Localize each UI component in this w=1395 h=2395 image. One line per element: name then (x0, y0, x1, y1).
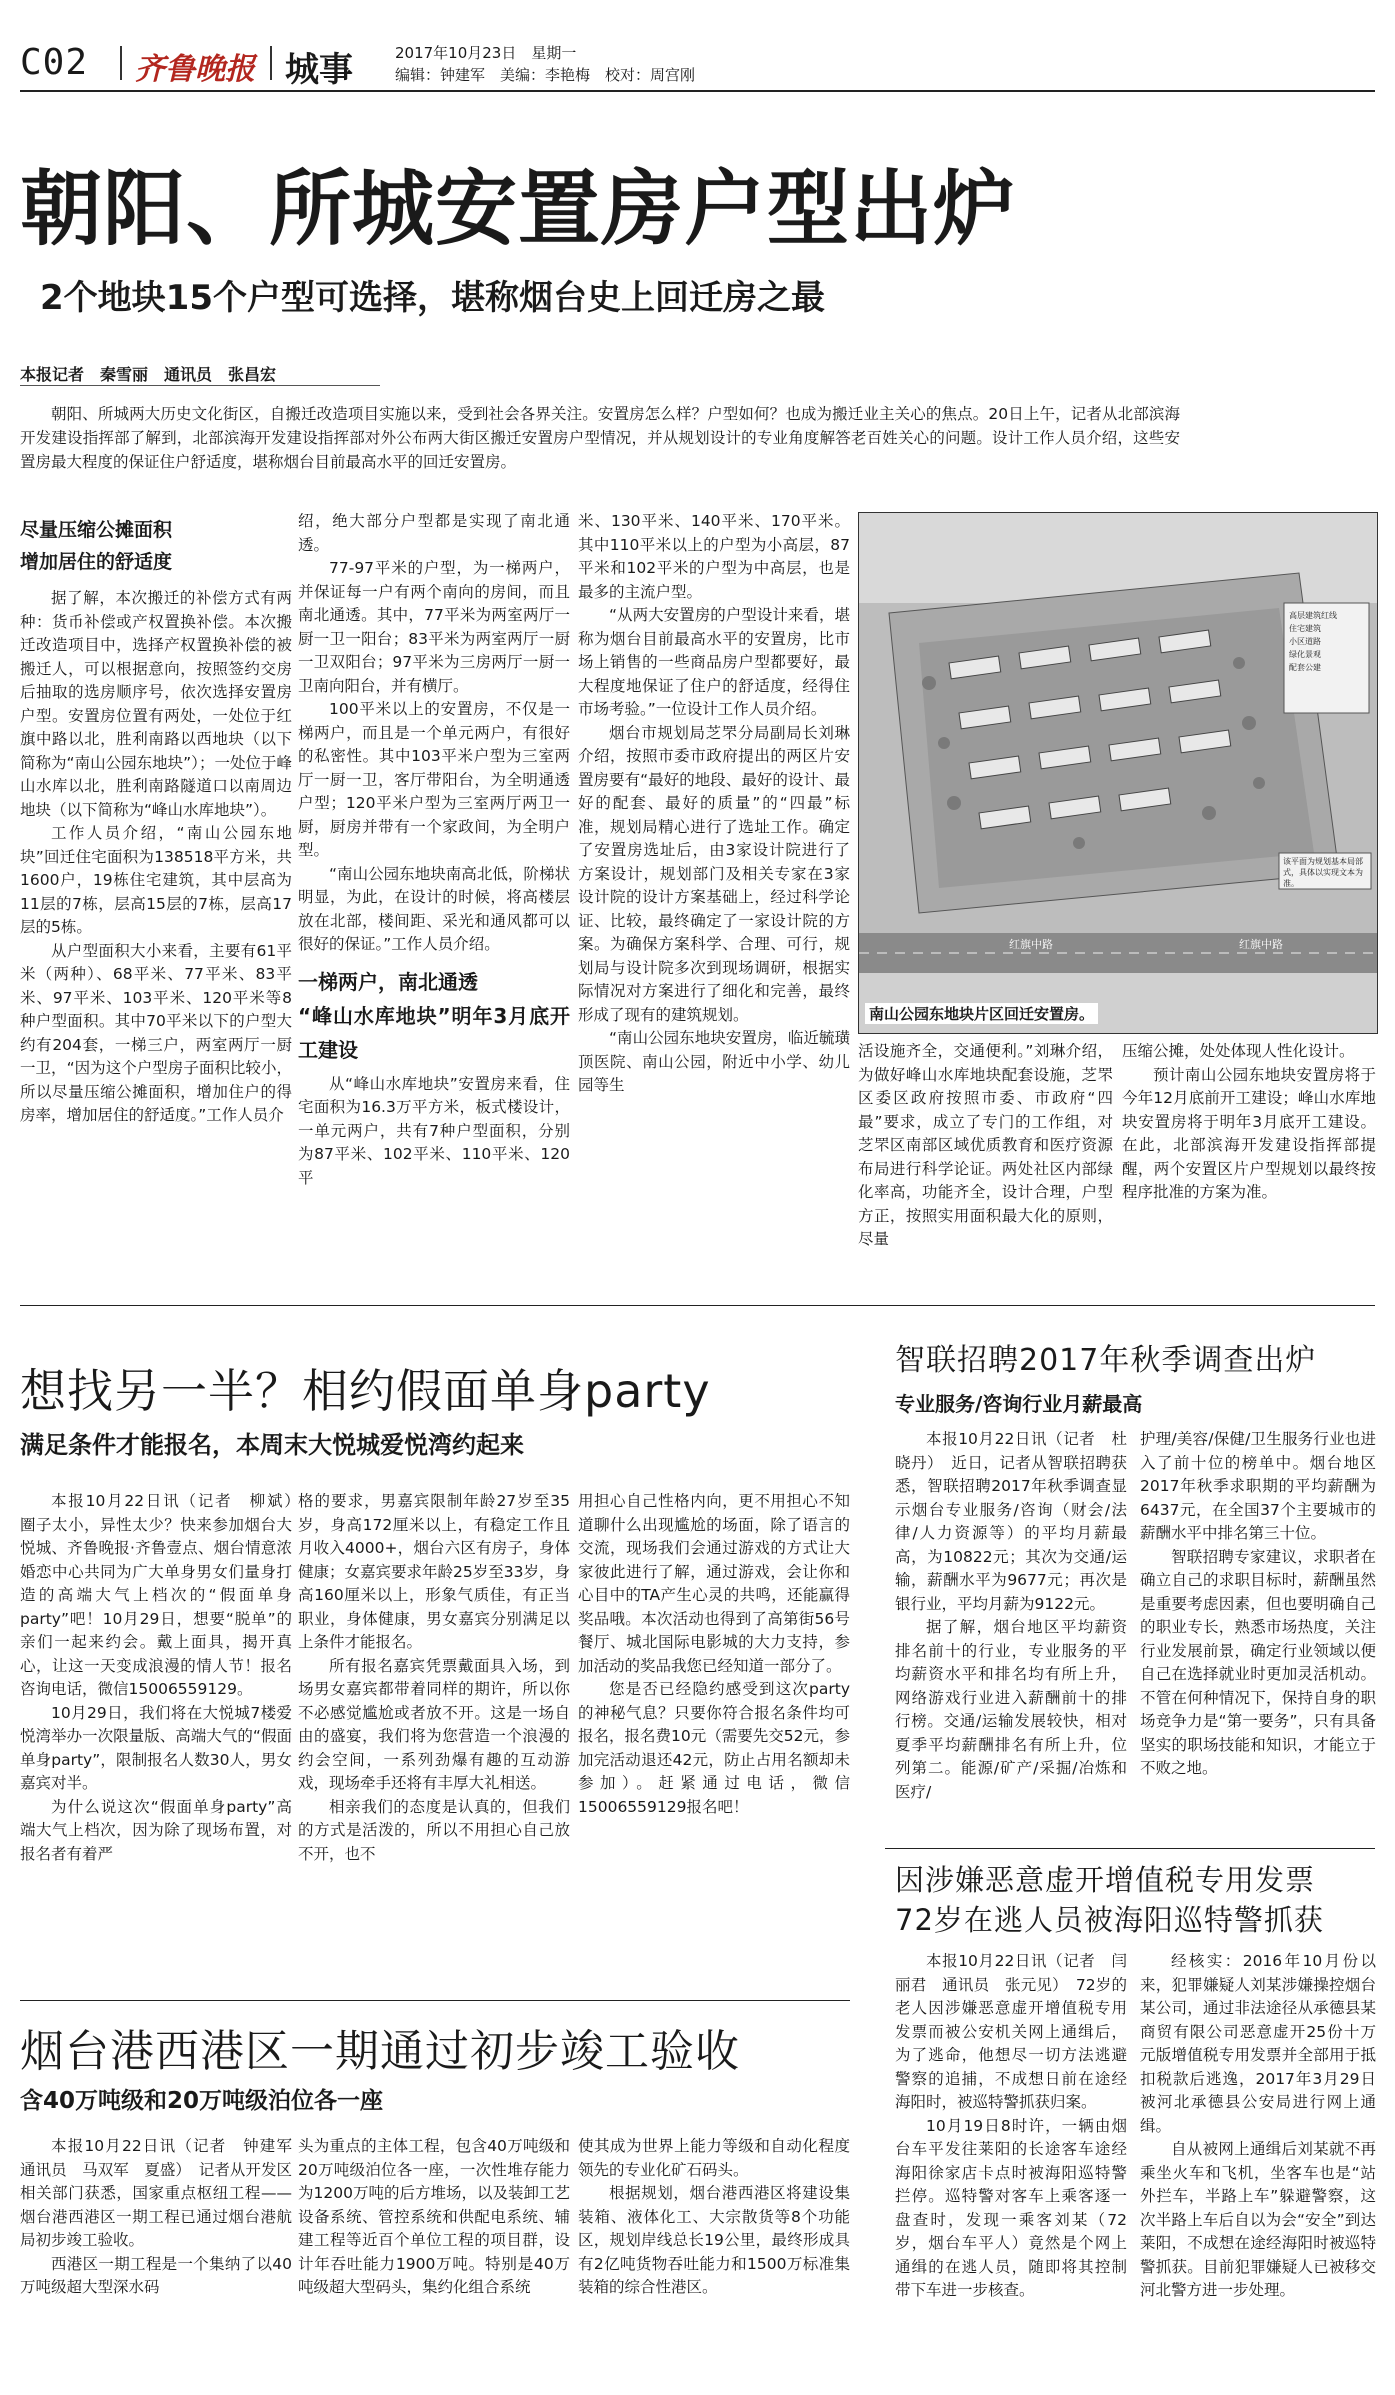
map-road-label-1: 红旗中路 (1009, 938, 1053, 951)
paragraph: “南山公园东地块南高北低，阶梯状明显，为此，在设计的时候，将高楼层放在北部，楼间距、采光和通风都可以很好的保证。”工作人员介绍。 (298, 864, 570, 953)
paragraph: 自从被网上通缉后刘某就不再乘坐火车和飞机，坐客车也是“站外拦车，半路上车”躲避警察，这次半路上车后自以为会“安全”到达莱阳，不成想在途经海阳时被巡特警抓获。目前犯罪嫌疑人已被移交河北警方进一步处理。 (1140, 2140, 1376, 2299)
story1-col1 (20, 515, 292, 1295)
paragraph: 格的要求，男嘉宾限制年龄27岁至35岁，身高172厘米以上，有稳定工作且月收入4000+，烟台六区有房子，身体健康；女嘉宾要求年龄25岁至33岁，身高160厘米以上，形象气质佳，有正当职业，身体健康，男女嘉宾分别满足以上条件才能报名。 (298, 1492, 570, 1651)
header-divider (120, 46, 122, 80)
paragraph: 100平米以上的安置房，不仅是一梯两户，而且是一个单元两户，有很好的私密性。其中103平米户型为三室两厅一厨一卫，客厅带阳台，为全明通透户型；120平米户型为三室两厅两卫一厨，厨房并带有一个家政间，为全明户型。 (298, 700, 570, 859)
story1-subhead: 2个地块15个户型可选择，堪称烟台史上回迁房之最 (40, 278, 825, 318)
paragraph: 预计南山公园东地块安置房将于今年12月底前开工建设；峰山水库地块安置房将于明年3月底开工建设。在此，北部滨海开发建设指挥部提醒，两个安置区片户型规划以最终按程序批准的方案为准。 (1122, 1065, 1376, 1201)
paragraph: 根据规划，烟台港西港区将建设集装箱、液体化工、大宗散货等8个功能区，规划岸线总长19公里，最终形成具有2亿吨货物吞吐能力和1500万标准集装箱的综合性港区。 (578, 2184, 850, 2296)
byline-underline (20, 385, 380, 386)
story5-headline: 烟台港西港区一期通过初步竣工验收 (20, 2026, 740, 2077)
story3-col1 (895, 1428, 1127, 1838)
story1-col4 (858, 1040, 1113, 1290)
page-header (20, 40, 1375, 88)
paragraph: 本报10月22日讯（记者 杜晓丹） 近日，记者从智联招聘获悉，智联招聘2017年秋季调查显示烟台专业服务/咨询（财会/法律/人力资源等）的平均月薪最高，为10822元；其次为交通/运输，薪酬水平为9677元；再次是银行业，平均月薪为9122元。 (895, 1430, 1127, 1613)
paragraph: 护理/美容/保健/卫生服务行业也进入了前十位的榜单中。烟台地区2017年秋季求职期的平均薪酬为6437元，在全国37个主要城市的薪酬水平中排名第三十位。 (1140, 1430, 1376, 1542)
section-rule-3 (885, 1848, 1375, 1849)
story2-subhead: 满足条件才能报名，本周末大悦城爱悦湾约起来 (20, 1431, 524, 1459)
paragraph: 相亲我们的态度是认真的，但我们的方式是活泼的，所以不用担心自己放不开，也不 (298, 1797, 570, 1863)
photo-caption: 南山公园东地块片区回迁安置房。 (865, 1003, 1098, 1024)
date-line: 2017年10月23日 星期一 (395, 44, 577, 62)
story5-col2 (298, 2135, 570, 2390)
paragraph: 本报10月22日讯（记者 钟建军 通讯员 马双军 夏盛） 记者从开发区相关部门获悉，国家重点枢纽工程——烟台港西港区一期工程已通过烟台港航局初步竣工验收。 (20, 2137, 292, 2249)
header-divider-2 (270, 46, 272, 80)
paragraph: 为什么说这次“假面单身party”高端大气上档次，因为除了现场布置，对报名者有着严 (20, 1797, 292, 1863)
section-name: 城事 (285, 50, 353, 90)
story2-col2 (298, 1490, 570, 1990)
story2-col1 (20, 1490, 292, 1990)
section-rule-2 (20, 2000, 850, 2001)
paragraph: 活设施齐全，交通便利。”刘琳介绍，为做好峰山水库地块配套设施，芝罘区委区政府按照市委、市政府“四最”要求，成立了专门的工作组，对芝罘区南部区域优质教育和医疗资源布局进行科学论证。两处社区内部绿化率高，功能齐全，设计合理，户型方正，按照实用面积最大化的原则，尽量 (858, 1042, 1113, 1248)
page-number: C02 (20, 42, 89, 83)
story2-col3 (578, 1490, 850, 1990)
story1-headline: 朝阳、所城安置房户型出炉 (20, 162, 1017, 257)
site-plan-drawing (859, 513, 1377, 1033)
paragraph: “南山公园东地块安置房，临近毓璜顶医院、南山公园，附近中小学、幼儿园等生 (578, 1029, 850, 1094)
paragraph: “从两大安置房的户型设计来看，堪称为烟台目前最高水平的安置房，比市场上销售的一些商品房户型都要好，最大程度地保证了住户的舒适度，经得住市场考验。”一位设计工作人员介绍。 (578, 606, 850, 718)
story4-col1 (895, 1950, 1127, 2390)
paragraph: 西港区一期工程是一个集纳了以40万吨级超大型深水码 (20, 2254, 292, 2296)
paragraph: 本报10月22日讯（记者 柳斌） 圈子太小，异性太少？快来参加烟台大悦城、齐鲁晚报·齐鲁壹点、烟台情意浓婚恋中心共同为广大单身男女们量身打造的高端大气上档次的“假面单身party”吧！10月29日，想要“脱单”的亲们一起来约会。戴上面具，揭开真心，让这一天变成浪漫的情人节！报名咨询电话，微信15006559129。 (20, 1492, 292, 1698)
story1-sub2: 一梯两户，南北通透 “峰山水库地块”明年3月底开工建设 (298, 969, 570, 1062)
story1-col3 (578, 510, 850, 1290)
paragraph: 米、130平米、140平米、170平米。其中110平米以上的户型为小高层，87平米和102平米的户型为中高层，也是最多的主流户型。 (578, 512, 850, 601)
story4-headline-1: 因涉嫌恶意虚开增值税专用发票 (895, 1863, 1316, 1897)
story5-subhead: 含40万吨级和20万吨级泊位各一座 (20, 2088, 384, 2114)
story1-col2 (298, 510, 570, 1290)
paragraph: 据了解，本次搬迁的补偿方式有两种：货币补偿或产权置换补偿。本次搬迁改造项目中，选择产权置换补偿的被搬迁人，可以根据意向，按照签约交房后抽取的选房顺序号，依次选择安置房户型。安置房位置有两处，一处位于红旗中路以北，胜利南路以西地块（以下简称为“南山公园东地块”）；一处位于峰山水库以北，胜利南路隧道口以南周边地块（以下简称为“峰山水库地块”）。 (20, 589, 292, 819)
map-road-label-2: 红旗中路 (1239, 938, 1283, 951)
paragraph: 从“峰山水库地块”安置房来看，住宅面积为16.3万平方米，板式楼设计，一单元两户，共有7种户型面积，分别为87平米、102平米、110平米、120平 (298, 1074, 570, 1187)
header-rule (20, 90, 1375, 92)
editors-line: 编辑：钟建军 美编：李艳梅 校对：周宫刚 (395, 66, 696, 84)
paragraph: 10月19日8时许，一辆由烟台车平发往莱阳的长途客车途经海阳徐家店卡点时被海阳巡特警拦停。巡特警对客车上乘客逐一盘查时，发现一乘客刘某（72岁，烟台车平人）竟然是个网上通缉的在逃人员，随即将其控制带下车进一步核查。 (895, 2116, 1127, 2299)
paragraph: 本报10月22日讯（记者 闫丽君 通讯员 张元见） 72岁的老人因涉嫌恶意虚开增值税专用发票而被公安机关网上通缉后，为了逃命，他想尽一切方法逃避警察的追捕，不成想日前在途经海阳时，被巡特警抓获归案。 (895, 1952, 1127, 2111)
paragraph: 烟台市规划局芝罘分局副局长刘琳介绍，按照市委市政府提出的两区片安置房要有“最好的地段、最好的设计、最好的配套、最好的质量”的“四最”标准，规划局精心进行了选址工作。确定了安置房选址后，由3家设计院进行了方案设计，规划部门及相关专家在3家设计院的设计方案基础上，经过科学论证、比较，最终确定了一家设计院的方案。为确保方案科学、合理、可行，规划局与设计院多次到现场调研，根据实际情况对方案进行了细化和完善，最终形成了现有的建筑规划。 (578, 723, 850, 1024)
paragraph: 所有报名嘉宾凭票戴面具入场，到场男女嘉宾都带着同样的期许，所以你不必感觉尴尬或者放不开。这是一场自由的盛宴，我们将为您营造一个浪漫的约会空间，一系列劲爆有趣的互动游戏，现场牵手还将有丰厚大礼相送。 (298, 1656, 570, 1792)
story3-headline: 智联招聘2017年秋季调查出炉 (895, 1343, 1317, 1378)
paper-logo: 齐鲁晚报 (135, 52, 255, 87)
story1-sub1b: 增加居住的舒适度 (20, 551, 173, 573)
story2-headline: 想找另一半？相约假面单身party (20, 1364, 711, 1418)
map-legend: 高层建筑红线 住宅建筑 小区道路 绿化景观 配套公建 (1289, 611, 1337, 672)
map-note: 该平面为规划基本局部式，具体以实现文本为准。 (1283, 857, 1363, 888)
paragraph: 压缩公摊，处处体现人性化设计。 (1122, 1042, 1355, 1060)
section-rule-1 (20, 1305, 1375, 1306)
paragraph: 用担心自己性格内向，更不用担心不知道聊什么出现尴尬的场面，除了语言的交流，现场我们会通过游戏的方式让大家彼此进行了解，通过游戏，会让你和心目中的TA产生心灵的共鸣，还能赢得奖品哦。本次活动也得到了高第街56号餐厅、城北国际电影城的大力支持，参加活动的奖品我您已经知道一部分了。 (578, 1492, 850, 1675)
paragraph: 使其成为世界上能力等级和自动化程度领先的专业化矿石码头。 (578, 2137, 850, 2179)
story1-lead-text: 朝阳、所城两大历史文化街区，自搬迁改造项目实施以来，受到社会各界关注。安置房怎么样？户型如何？也成为搬迁业主关心的焦点。20日上午，记者从北部滨海开发建设指挥部了解到，北部滨海开发建设指挥部对外公布两大街区搬迁安置房户型情况，并从规划设计的专业角度解答老百姓关心的问题。设计工作人员介绍，这些安置房最大程度的保证住户舒适度，堪称烟台目前最高水平的回迁安置房。 (20, 405, 1180, 471)
story3-col2 (1140, 1428, 1376, 1838)
paragraph: 绍，绝大部分户型都是实现了南北通透。 (298, 512, 570, 554)
paragraph: 智联招聘专家建议，求职者在确立自己的求职目标时，薪酬虽然是重要考虑因素，但也要明确自己的职业专长，熟悉市场热度，关注行业发展前景，确定行业领域以便自己在选择就业时更加灵活机动。不管在何种情况下，保持自身的职场竞争力是“第一要务”，只有具备坚实的职场技能和知识，才能立于不败之地。 (1140, 1547, 1376, 1777)
paragraph: 头为重点的主体工程，包含40万吨级和20万吨级泊位各一座，一次性堆存能力为1200万吨的后方堆场，以及装卸工艺设备系统、管控系统和供配电系统、辅建工程等近百个单位工程的项目群，设计年吞吐能力1900万吨。特别是40万吨级超大型码头，集约化组合系统 (298, 2137, 570, 2296)
story1-col5 (1122, 1040, 1376, 1290)
paragraph: 工作人员介绍，“南山公园东地块”回迁住宅面积为138518平方米，共1600户，19栋住宅建筑，其中层高为11层的7栋，层高15层的7栋，层高17层的5栋。 (20, 824, 292, 936)
story5-col1 (20, 2135, 292, 2390)
story4-col2 (1140, 1950, 1376, 2390)
paragraph: 您是否已经隐约感受到这次party的神秘气息？只要你符合报名条件均可报名，报名费10元（需要先交52元，参加完活动退还42元，防止占用名额却未参加）。赶紧通过电话，微信15006559129报名吧！ (578, 1680, 850, 1816)
story4-headline-2: 72岁在逃人员被海阳巡特警抓获 (895, 1903, 1324, 1937)
paragraph: 10月29日，我们将在大悦城7楼爱悦湾举办一次限量版、高端大气的“假面单身party”，限制报名人数30人，男女嘉宾对半。 (20, 1703, 292, 1792)
paragraph: 据了解，烟台地区平均薪资排名前十的行业，专业服务的平均薪资水平和排名均有所上升，网络游戏行业进入薪酬前十的排行榜。交通/运输发展较快，相对夏季平均薪酬排名有所上升，位列第二。能源/矿产/采掘/冶炼和医疗/ (895, 1618, 1127, 1801)
paragraph: 经核实：2016年10月份以来，犯罪嫌疑人刘某涉嫌操控烟台某公司，通过非法途径从承德县某商贸有限公司恶意虚开25份十万元版增值税专用发票并全部用于抵扣税款后逃逸，2017年3月29日被河北承德县公安局进行网上通缉。 (1140, 1952, 1376, 2135)
story1-byline: 本报记者 秦雪丽 通讯员 张昌宏 (20, 365, 277, 384)
site-plan-photo (858, 512, 1378, 1034)
story5-col3 (578, 2135, 850, 2390)
paragraph: 77-97平米的户型，为一梯两户，并保证每一户有两个南向的房间，而且南北通透。其中，77平米为两室两厅一厨一卫一阳台；83平米为两室两厅一厨一卫双阳台；97平米为三房两厅一厨一卫南向阳台，并有横厅。 (298, 559, 570, 695)
story3-subhead: 专业服务/咨询行业月薪最高 (895, 1392, 1143, 1416)
paragraph: 从户型面积大小来看，主要有61平米（两种）、68平米、77平米、83平米、97平米、103平米、120平米等8种户型面积。其中70平米以下的户型大约有204套，一梯三户，两室两厅一厨一卫，“因为这个户型房子面积比较小，所以尽量压缩公摊面积，增加住户的得房率，增加居住的舒适度。”工作人员介 (20, 941, 292, 1124)
story1-lead (20, 402, 1180, 502)
story1-sub1: 尽量压缩公摊面积 (20, 519, 173, 541)
